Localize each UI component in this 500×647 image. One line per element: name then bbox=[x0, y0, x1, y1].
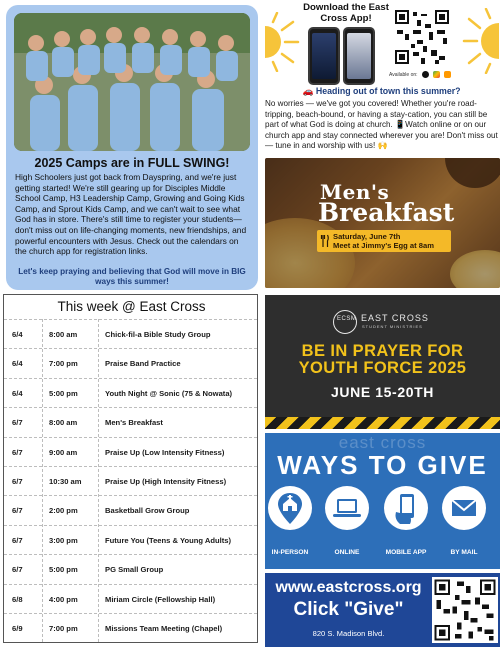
camp-group-photo bbox=[14, 13, 250, 151]
schedule-event: Chick-fil-a Bible Study Group bbox=[105, 330, 211, 339]
schedule-row bbox=[4, 378, 257, 407]
google-play-icon[interactable] bbox=[433, 71, 440, 78]
breakfast-info-banner bbox=[317, 230, 451, 252]
breakfast-date: Saturday, June 7th bbox=[333, 232, 401, 241]
give-by-mail-label: BY MAIL bbox=[450, 549, 478, 556]
give-online-label: ONLINE bbox=[334, 549, 360, 556]
app-store-row bbox=[389, 71, 451, 78]
schedule-event: Missions Team Meeting (Chapel) bbox=[105, 623, 223, 633]
schedule-row bbox=[4, 407, 257, 436]
mobile-phone-icon[interactable] bbox=[384, 486, 428, 530]
schedule-time: 2:00 pm bbox=[49, 506, 78, 516]
schedule-date: 6/8 bbox=[12, 594, 23, 604]
breakfast-title-line-2: Breakfast bbox=[318, 198, 455, 227]
ways-to-give-panel bbox=[265, 433, 500, 569]
schedule-date: 6/7 bbox=[12, 476, 23, 486]
breakfast-title-line-1: Men's bbox=[320, 180, 390, 204]
envelope-icon[interactable] bbox=[442, 486, 486, 530]
prayer-org-subtitle: STUDENT MINISTRIES bbox=[362, 324, 423, 329]
schedule-date: 6/7 bbox=[12, 565, 23, 575]
travel-title: 🚗 Heading out of town this summer? bbox=[302, 86, 461, 96]
schedule-date: 6/4 bbox=[12, 330, 23, 339]
sun-icon bbox=[461, 8, 499, 74]
schedule-time: 3:00 pm bbox=[49, 535, 78, 545]
schedule-event: Miriam Circle (Fellowship Hall) bbox=[105, 594, 216, 604]
mens-breakfast-panel bbox=[265, 158, 500, 288]
schedule-date: 6/7 bbox=[12, 506, 23, 516]
give-mobile-app-label: MOBILE APP bbox=[385, 549, 427, 556]
schedule-time: 4:00 pm bbox=[49, 594, 78, 604]
schedule-event: Men's Breakfast bbox=[105, 418, 163, 428]
available-on-label: Available on: bbox=[389, 71, 418, 78]
schedule-time: 5:00 pm bbox=[49, 388, 78, 398]
schedule-row bbox=[4, 584, 257, 613]
schedule-event: Praise Band Practice bbox=[105, 359, 181, 369]
breakfast-location: Meet at Jimmy's Egg at 8am bbox=[333, 241, 434, 250]
app-title: Download the East Cross App! bbox=[303, 2, 389, 24]
church-icon[interactable] bbox=[268, 486, 312, 530]
schedule-date: 6/9 bbox=[12, 623, 23, 633]
schedule-event: Praise Up (Low Intensity Fitness) bbox=[105, 447, 225, 457]
give-qr-code[interactable] bbox=[432, 577, 498, 643]
schedule-event: Youth Night @ Sonic (75 & Nowata) bbox=[105, 388, 233, 398]
phone-screenshot-icon bbox=[343, 27, 375, 85]
schedule-event: Basketball Grow Group bbox=[105, 506, 190, 516]
schedule-event: PG Small Group bbox=[105, 565, 164, 575]
schedule-date: 6/4 bbox=[12, 388, 23, 398]
travel-body: No worries — we've got you covered! Whether you're road-tripping, beach-bound, or having a stay-cation, you can still be part of what God is doing at church. 📱Watch online or on our church app and stay connected wherever you are! Don't miss out — tune in and worship with us! 🙌 bbox=[265, 99, 498, 151]
camps-body: High Schoolers just got back from Dayspring, and we're just getting started! We're still gearing up for Disciples Middle School Camp, H3 Leadership Camp, Growing and Going Kids Camp, and Sprout Kids Camp, and we can't wait to see what God has in store. There's still time to register your students—don't miss out on life-changing moments, new friendships, and powerful encounters with Jesus. Check out the calendars on the church app for registration links. bbox=[15, 172, 247, 257]
schedule-row bbox=[4, 348, 257, 377]
give-in-person-label: IN-PERSON bbox=[271, 549, 309, 556]
schedule-date: 6/7 bbox=[12, 447, 23, 457]
schedule-row bbox=[4, 466, 257, 495]
schedule-time: 9:00 am bbox=[49, 447, 78, 457]
schedule-row bbox=[4, 495, 257, 524]
schedule-row bbox=[4, 525, 257, 554]
apple-store-icon[interactable] bbox=[422, 71, 429, 78]
click-give-label: Click "Give" bbox=[293, 599, 404, 620]
website-panel bbox=[265, 573, 500, 647]
schedule-event: Praise Up (High Intensity Fitness) bbox=[105, 476, 227, 486]
website-url[interactable]: www.eastcross.org bbox=[275, 579, 422, 596]
camps-cta: Let's keep praying and believing that God will move in BIG ways this summer! bbox=[18, 267, 246, 286]
schedule-row bbox=[4, 613, 257, 642]
schedule-time: 10:30 am bbox=[49, 476, 82, 486]
prayer-headline-2: YOUTH FORCE 2025 bbox=[298, 359, 467, 377]
prayer-headline-1: BE IN PRAYER FOR bbox=[301, 342, 464, 360]
schedule-title: This week @ East Cross bbox=[57, 299, 206, 314]
schedule-time: 7:00 pm bbox=[49, 623, 78, 633]
prayer-dates: JUNE 15-20TH bbox=[331, 384, 434, 400]
phone-screenshot-icon bbox=[308, 27, 340, 85]
fork-knife-icon bbox=[320, 234, 330, 248]
schedule-date: 6/7 bbox=[12, 535, 23, 545]
prayer-org-name: EAST CROSS bbox=[361, 313, 429, 323]
schedule-row bbox=[4, 437, 257, 466]
amazon-icon[interactable] bbox=[444, 71, 451, 78]
laptop-icon[interactable] bbox=[325, 486, 369, 530]
schedule-time: 8:00 am bbox=[49, 330, 78, 339]
app-panel bbox=[263, 0, 500, 155]
schedule-date: 6/7 bbox=[12, 418, 23, 428]
give-title: WAYS TO GIVE bbox=[277, 450, 488, 480]
schedule-time: 8:00 am bbox=[49, 418, 78, 428]
ecsm-logo: ECSM bbox=[333, 310, 357, 334]
schedule-date: 6/4 bbox=[12, 359, 23, 369]
youth-force-prayer-panel bbox=[265, 295, 500, 429]
hazard-stripe bbox=[265, 417, 500, 429]
schedule-rows bbox=[4, 319, 257, 642]
weekly-schedule bbox=[3, 294, 258, 643]
give-watermark: east cross bbox=[338, 433, 427, 452]
camps-title: 2025 Camps are in FULL SWING! bbox=[34, 156, 230, 170]
church-address: 820 S. Madison Blvd. bbox=[312, 629, 385, 638]
schedule-row bbox=[4, 554, 257, 583]
schedule-row bbox=[4, 319, 257, 348]
camps-panel bbox=[6, 5, 258, 290]
schedule-time: 5:00 pm bbox=[49, 565, 78, 575]
schedule-event: Future You (Teens & Young Adults) bbox=[105, 535, 231, 545]
schedule-time: 7:00 pm bbox=[49, 359, 78, 369]
app-qr-code[interactable] bbox=[393, 8, 451, 66]
